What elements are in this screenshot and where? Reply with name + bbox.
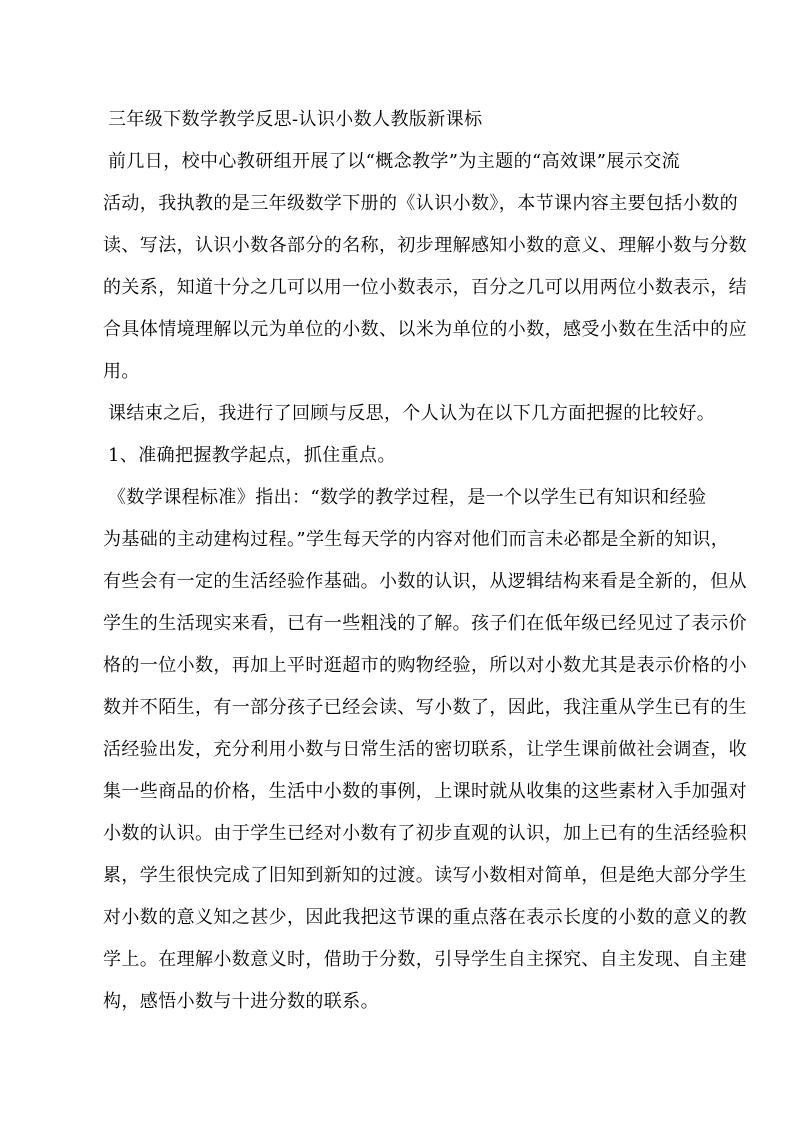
paragraph-line: 读、写法，认识小数各部分的名称，初步理解感知小数的意义、理解小数与分数 <box>103 235 747 256</box>
paragraph-line: 对小数的意义知之甚少，因此我把这节课的重点落在表示长度的小数的意义的教 <box>103 907 747 928</box>
paragraph-line: 课结束之后，我进行了回顾与反思，个人认为在以下几方面把握的比较好。 <box>108 403 716 424</box>
document-title: 三年级下数学教学反思-认识小数人教版新课标 <box>108 109 483 130</box>
paragraph-line: 学上。在理解小数意义时，借助于分数，引导学生自主探究、自主发现、自主建 <box>103 949 747 970</box>
paragraph-line: 学生的生活现实来看，已有一些粗浅的了解。孩子们在低年级已经见过了表示价 <box>103 613 747 634</box>
paragraph-line: 累，学生很快完成了旧知到新知的过渡。读写小数相对简单，但是绝大部分学生 <box>103 865 747 886</box>
paragraph-line: 小数的认识。由于学生已经对小数有了初步直观的认识，加上已有的生活经验积 <box>103 823 747 844</box>
paragraph-line: 有些会有一定的生活经验作基础。小数的认识，从逻辑结构来看是全新的，但从 <box>103 571 747 592</box>
paragraph-line: 前几日，校中心教研组开展了以“概念教学”为主题的“高效课”展示交流 <box>108 151 681 172</box>
section-heading: 1、准确把握教学起点，抓住重点。 <box>108 445 396 466</box>
paragraph-line: 构，感悟小数与十进分数的联系。 <box>103 991 379 1012</box>
paragraph-line: 合具体情境理解以元为单位的小数、以米为单位的小数，感受小数在生活中的应 <box>103 319 747 340</box>
paragraph-line: 活经验出发，充分利用小数与日常生活的密切联系，让学生课前做社会调查，收 <box>103 739 747 760</box>
paragraph-line: 为基础的主动建构过程。”学生每天学的内容对他们而言未必都是全新的知识， <box>103 529 730 550</box>
paragraph-line: 用。 <box>103 361 140 382</box>
paragraph-line: 的关系，知道十分之几可以用一位小数表示，百分之几可以用两位小数表示，结 <box>103 277 747 298</box>
paragraph-line: 集一些商品的价格，生活中小数的事例，上课时就从收集的这些素材入手加强对 <box>103 781 747 802</box>
paragraph-line: 数并不陌生，有一部分孩子已经会读、写小数了，因此，我注重从学生已有的生 <box>103 697 747 718</box>
paragraph-line: 格的一位小数，再加上平时逛超市的购物经验，所以对小数尤其是表示价格的小 <box>103 655 747 676</box>
paragraph-line: 活动，我执教的是三年级数学下册的《认识小数》，本节课内容主要包括小数的 <box>103 193 738 214</box>
paragraph-line: 《数学课程标准》指出：“数学的教学过程，是一个以学生已有知识和经验 <box>108 487 707 508</box>
